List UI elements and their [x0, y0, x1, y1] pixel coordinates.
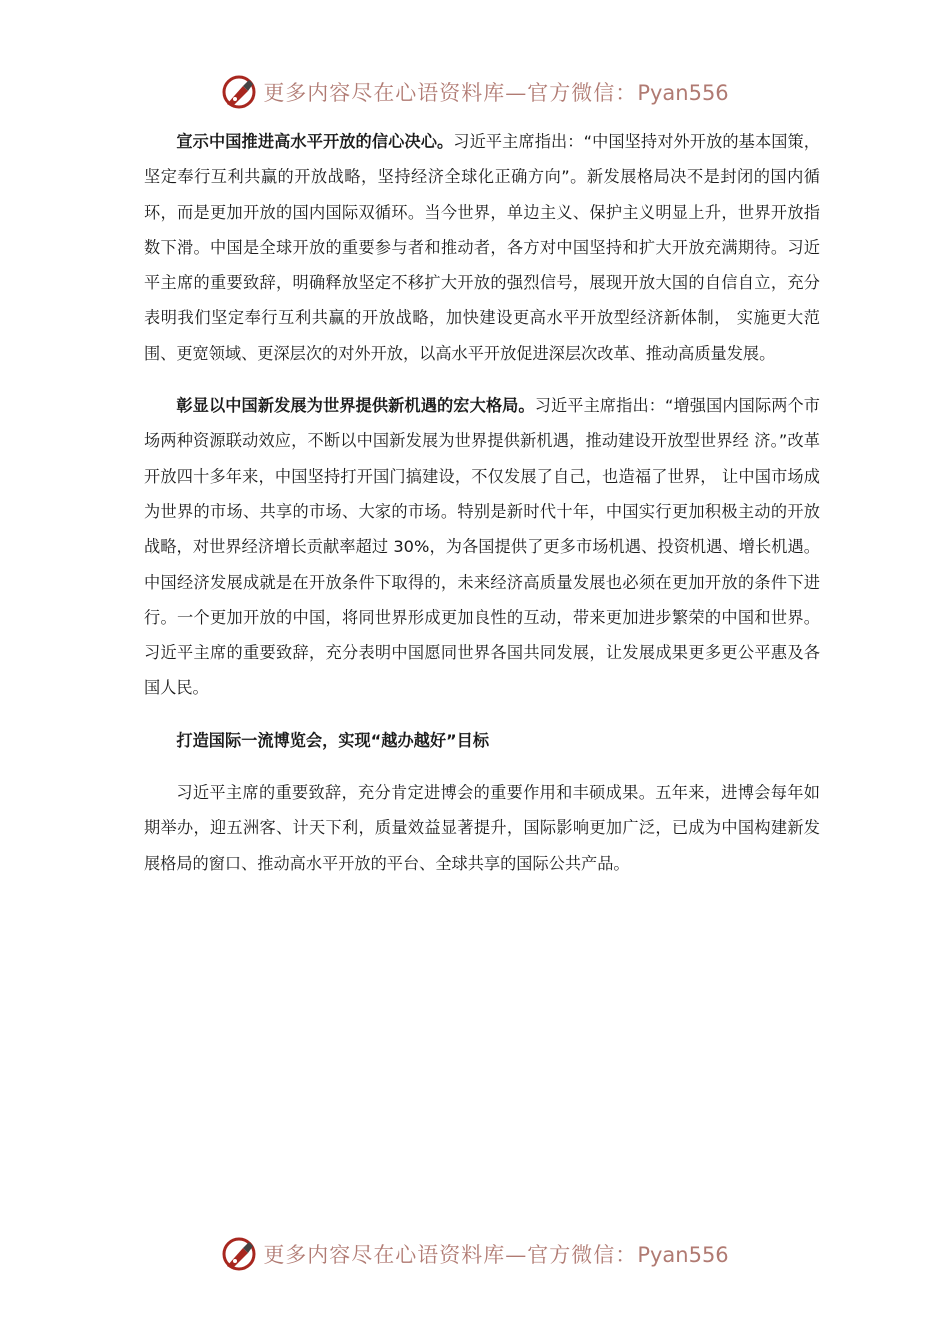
paragraph-1	[144, 124, 820, 371]
banner-text: 更多内容尽在心语资料库—官方微信：Pyan556	[263, 81, 729, 105]
banner-text: 更多内容尽在心语资料库—官方微信：Pyan556	[263, 1243, 729, 1267]
wechat-id: Pyan556	[637, 81, 729, 105]
paragraph-1-body: 习近平主席指出：“中国坚持对外开放的基本国策，坚定奉行互利共赢的开放战略，坚持经济全球化正确方向”。新发展格局决不是封闭的国内循环，而是更加开放的国内国际双循环。当今世界，单边主义、保护主义明显上升，世界开放指数下滑。中国是全球开放的重要参与者和推动者，各方对中国坚持和扩大开放充满期待。习近平主席的重要致辞，明确释放坚定不移扩大开放的强烈信号，展现开放大国的自信自立，充分表明我们坚定奉行互利共赢的开放战略，加快建设更高水平开放型经济新体制， 实施更大范围、更宽领域、更深层次的对外开放，以高水平开放促进深层次改革、推动高质量发展。	[144, 132, 820, 363]
paragraph-3: 习近平主席的重要致辞，充分肯定进博会的重要作用和丰硕成果。五年来，进博会每年如期举办，迎五洲客、计天下利，质量效益显著提升，国际影响更加广泛，已成为中国构建新发展格局的窗口、推动高水平开放的平台、全球共享的国际公共产品。	[144, 783, 820, 873]
header-banner	[0, 72, 950, 112]
paragraph-2-body: 习近平主席指出：“增强国内国际两个市场两种资源联动效应，不断以中国新发展为世界提供新机遇，推动建设开放型世界经 济。”改革开放四十多年来，中国坚持打开国门搞建设，不仅发展了自己，也造福了世界， 让中国市场成为世界的市场、共享的市场、大家的市场。特别是新时代十年，中国实行更加积极主动的开放战略，对世界经济增长贡献率超过 30%，为各国提供了更多市场机遇、投资机遇、增长机遇。中国经济发展成就是在开放条件下取得的，未来经济高质量发展也必须在更加开放的条件下进行。一个更加开放的中国，将同世界形成更加良性的互动，带来更加进步繁荣的中国和世界。习近平主席的重要致辞，充分表明中国愿同世界各国共同发展，让发展成果更多更公平惠及各国人民。	[144, 396, 820, 698]
paragraph-1-lead: 宣示中国推进高水平开放的信心决心。	[176, 132, 454, 151]
paragraph-2	[144, 388, 820, 706]
pen-logo-icon	[221, 1236, 257, 1272]
pen-logo-icon	[221, 74, 257, 110]
section-heading: 打造国际一流博览会，实现“越办越好”目标	[176, 730, 490, 750]
document-body	[144, 124, 820, 881]
footer-banner	[0, 1234, 950, 1274]
wechat-id: Pyan556	[637, 1243, 729, 1267]
paragraph-2-lead: 彰显以中国新发展为世界提供新机遇的宏大格局。	[176, 396, 535, 416]
